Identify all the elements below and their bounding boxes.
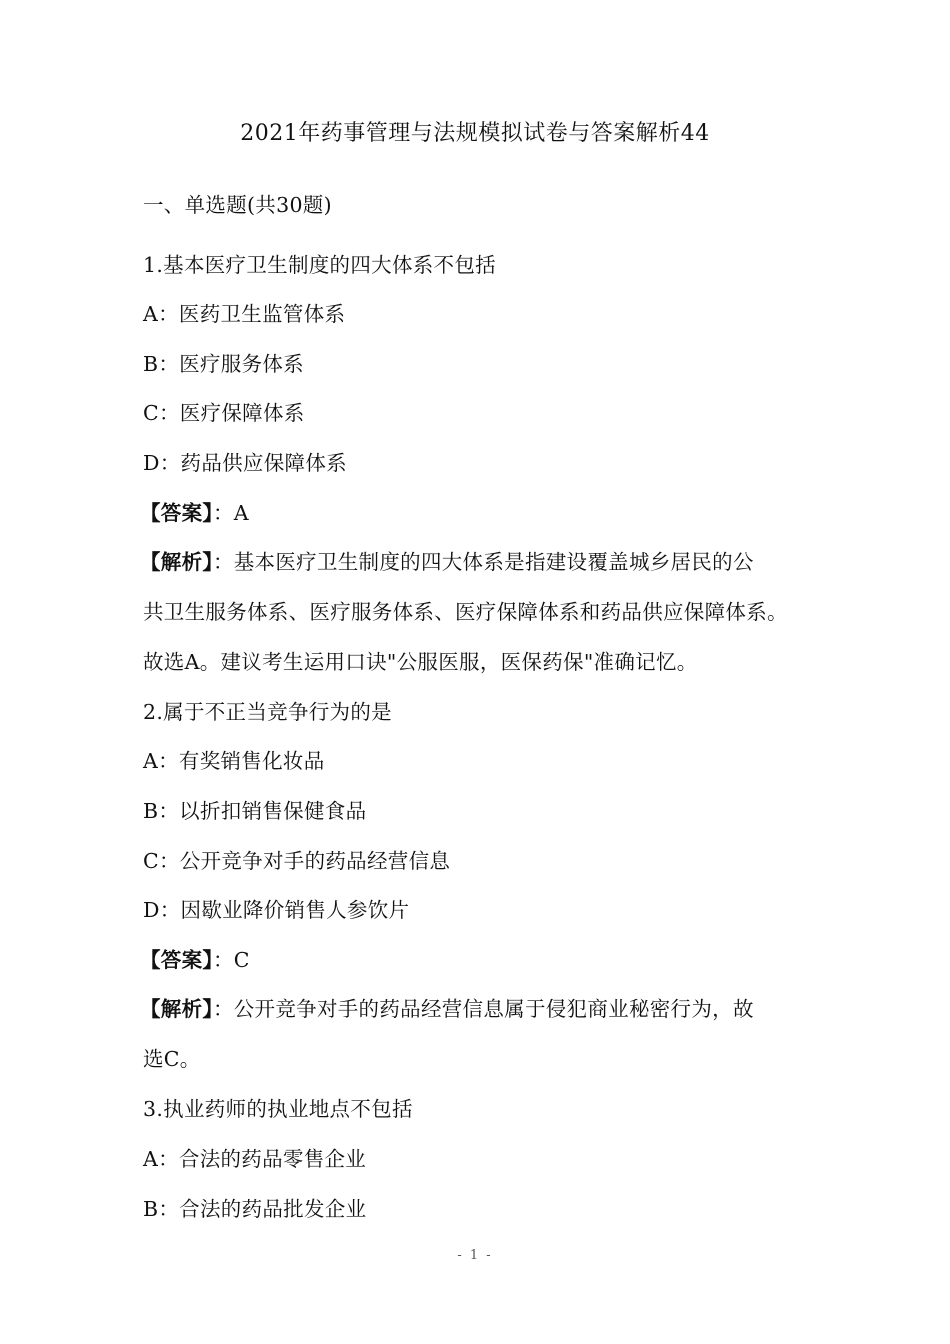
option-a: A：医药卫生监管体系 bbox=[143, 302, 346, 326]
analysis-text: 故选A。建议考生运用口诀"公服医服，医保药保"准确记忆。 bbox=[143, 650, 698, 674]
option-a: A：合法的药品零售企业 bbox=[143, 1147, 367, 1171]
section-heading: 一、单选题(共30题) bbox=[143, 193, 332, 217]
analysis-text: ：基本医疗卫生制度的四大体系是指建设覆盖城乡居民的公 bbox=[212, 550, 754, 574]
question-stem: 2.属于不正当竞争行为的是 bbox=[143, 700, 392, 724]
analysis-text: 共卫生服务体系、医疗服务体系、医疗保障体系和药品供应保障体系。 bbox=[143, 600, 788, 624]
question-stem: 3.执业药师的执业地点不包括 bbox=[143, 1097, 413, 1121]
question-stem: 1.基本医疗卫生制度的四大体系不包括 bbox=[143, 253, 496, 277]
option-b: B：医疗服务体系 bbox=[143, 352, 304, 376]
answer-tag: 【答案】 bbox=[140, 501, 213, 525]
answer-tag: 【答案】 bbox=[140, 948, 213, 972]
analysis-line bbox=[140, 547, 820, 577]
option-b: B：合法的药品批发企业 bbox=[143, 1197, 367, 1221]
answer-line bbox=[140, 498, 820, 528]
option-d: D：因歇业降价销售人参饮片 bbox=[143, 898, 410, 922]
analysis-tag: 【解析】 bbox=[140, 550, 213, 574]
option-a: A：有奖销售化妆品 bbox=[143, 749, 325, 773]
answer-line bbox=[140, 945, 820, 975]
option-b: B：以折扣销售保健食品 bbox=[143, 799, 367, 823]
analysis-text: ：公开竞争对手的药品经营信息属于侵犯商业秘密行为，故 bbox=[212, 997, 754, 1021]
analysis-tag: 【解析】 bbox=[140, 997, 213, 1021]
option-c: C：公开竞争对手的药品经营信息 bbox=[143, 849, 451, 873]
analysis-line bbox=[140, 994, 820, 1024]
option-d: D：药品供应保障体系 bbox=[143, 451, 347, 475]
page-number: - 1 - bbox=[457, 1248, 493, 1263]
answer-value: ：A bbox=[212, 501, 249, 525]
analysis-text: 选C。 bbox=[143, 1047, 201, 1071]
option-c: C：医疗保障体系 bbox=[143, 401, 305, 425]
answer-value: ：C bbox=[212, 948, 250, 972]
document-title: 2021年药事管理与法规模拟试卷与答案解析44 bbox=[240, 121, 710, 146]
